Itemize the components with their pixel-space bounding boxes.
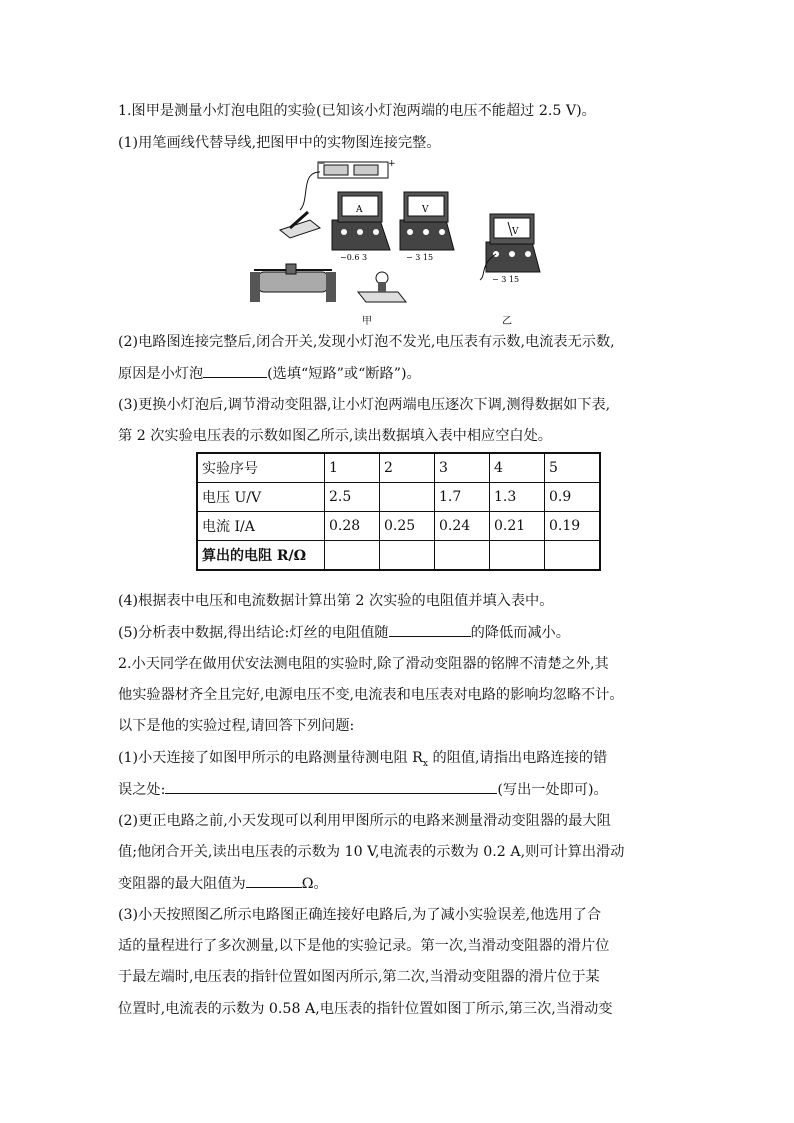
battery-plus-label: + [388,160,396,169]
figure-label-yi: 乙 [502,316,512,327]
table-cell: 0.28 [325,512,380,541]
ammeter-symbol: A [356,205,363,215]
q1-title: 1.图甲是测量小灯泡电阻的实验(已知该小灯泡两端的电压不能超过 2.5 V)。 [118,103,596,119]
table-row [197,512,600,541]
table-cell: 0.19 [545,512,601,541]
q2-line2: 他实验器材齐全且完好,电源电压不变,电流表和电压表对电路的影响均忽略不计。 [118,687,624,703]
table-cell[interactable] [545,541,601,571]
table-cell: 0.9 [545,483,601,512]
voltmeter-icon [400,192,454,262]
table-cell: 0.25 [380,512,435,541]
voltmeter-yi-icon [480,214,540,284]
q2-line4: (1)小天连接了如图甲所示的电路测量待测电阻 $R_x$ 的阻值,请指出电路连接的错 [118,750,608,769]
switch-icon [280,212,320,238]
voltmeter-symbol: V [422,205,429,215]
figure-label-jia: 甲 [362,316,372,327]
q2-line5: 误之处: (写出一处即可)。 [118,779,688,800]
battery-minus-label: − [318,160,326,169]
table-header-row [197,453,600,483]
q2-line12: 位置时,电流表的示数为 0.58 A,电压表的指针位置如图丁所示,第三次,当滑动变 [118,1001,613,1017]
table-cell: 实验序号 [197,453,325,483]
table-cell: 1 [325,453,380,483]
table-cell[interactable] [435,541,490,571]
table-cell[interactable] [380,483,435,512]
q2-line8: 变阻器的最大阻值为 Ω。 [118,873,688,894]
table-cell: 0.24 [435,512,490,541]
q2-line3: 以下是他的实验过程,请回答下列问题: [118,718,355,734]
table-cell: 5 [545,453,601,483]
q1-part2-line2: 原因是小灯泡 (选填“短路”或“断路”)。 [118,363,688,384]
table-cell: 0.21 [490,512,545,541]
q1-part3-line2: 第 2 次实验电压表的示数如图乙所示,读出数据填入表中相应空白处。 [118,428,552,444]
table-cell: 算出的电阻 R/Ω [197,541,325,571]
table-cell: 1.3 [490,483,545,512]
q1-part3-line1: (3)更换小灯泡后,调节滑动变阻器,让小灯泡两端电压逐次下调,测得数据如下表, [118,397,611,413]
answer-blank[interactable] [203,363,267,378]
circuit-figure-svg [240,160,560,332]
table-cell: 1.7 [435,483,490,512]
voltmeter-yi-terminal-label: − 3 15 [492,275,520,284]
table-cell[interactable] [490,541,545,571]
data-table [196,452,601,571]
q2-line6: (2)更正电路之前,小天发现可以利用甲图所示的电路来测量滑动变阻器的最大阻 [118,813,611,829]
voltmeter-yi-symbol: V [512,227,519,237]
ammeter-terminal-label: −0.6 3 [340,253,368,262]
q2-line11: 于最左端时,电压表的指针位置如图丙所示,第二次,当滑动变阻器的滑片位于某 [118,969,600,985]
battery-icon [318,160,396,178]
q1-part4: (4)根据表中电压和电流数据计算出第 2 次实验的电阻值并填入表中。 [118,593,554,609]
table-row [197,483,600,512]
table-cell: 4 [490,453,545,483]
answer-blank[interactable] [246,873,302,888]
bulb-icon [358,272,406,302]
answer-blank[interactable] [165,779,497,794]
q2-line1: 2.小天同学在做用伏安法测电阻的实验时,除了滑动变阻器的铭牌不清楚之外,其 [118,656,609,672]
table-cell: 2.5 [325,483,380,512]
table-cell: 电压 U/V [197,483,325,512]
table-cell: 3 [435,453,490,483]
q1-part1: (1)用笔画线代替导线,把图甲中的实物图连接完整。 [118,135,441,151]
q2-line7: 值;他闭合开关,读出电压表的示数为 10 V,电流表的示数为 0.2 A,则可计算出滑动 [118,844,625,860]
q2-line9: (3)小天按照图乙所示电路图正确连接好电路后,为了减小实验误差,他选用了合 [118,907,602,923]
table-cell: 2 [380,453,435,483]
q2-line10: 适的量程进行了多次测量,以下是他的实验记录。第一次,当滑动变阻器的滑片位 [118,938,610,954]
circuit-figure [240,160,560,332]
voltmeter-terminal-label: − 3 15 [406,253,434,262]
rheostat-icon [250,264,336,302]
table-cell[interactable] [380,541,435,571]
q1-part2-line1: (2)电路图连接完整后,闭合开关,发现小灯泡不发光,电压表有示数,电流表无示数, [118,334,615,350]
table-row [197,541,600,571]
table-cell: 电流 I/A [197,512,325,541]
ammeter-icon [332,192,390,262]
table-cell[interactable] [325,541,380,571]
q1-part5: (5)分析表中数据,得出结论:灯丝的电阻值随 的降低而减小。 [118,622,688,643]
answer-blank[interactable] [389,622,471,637]
